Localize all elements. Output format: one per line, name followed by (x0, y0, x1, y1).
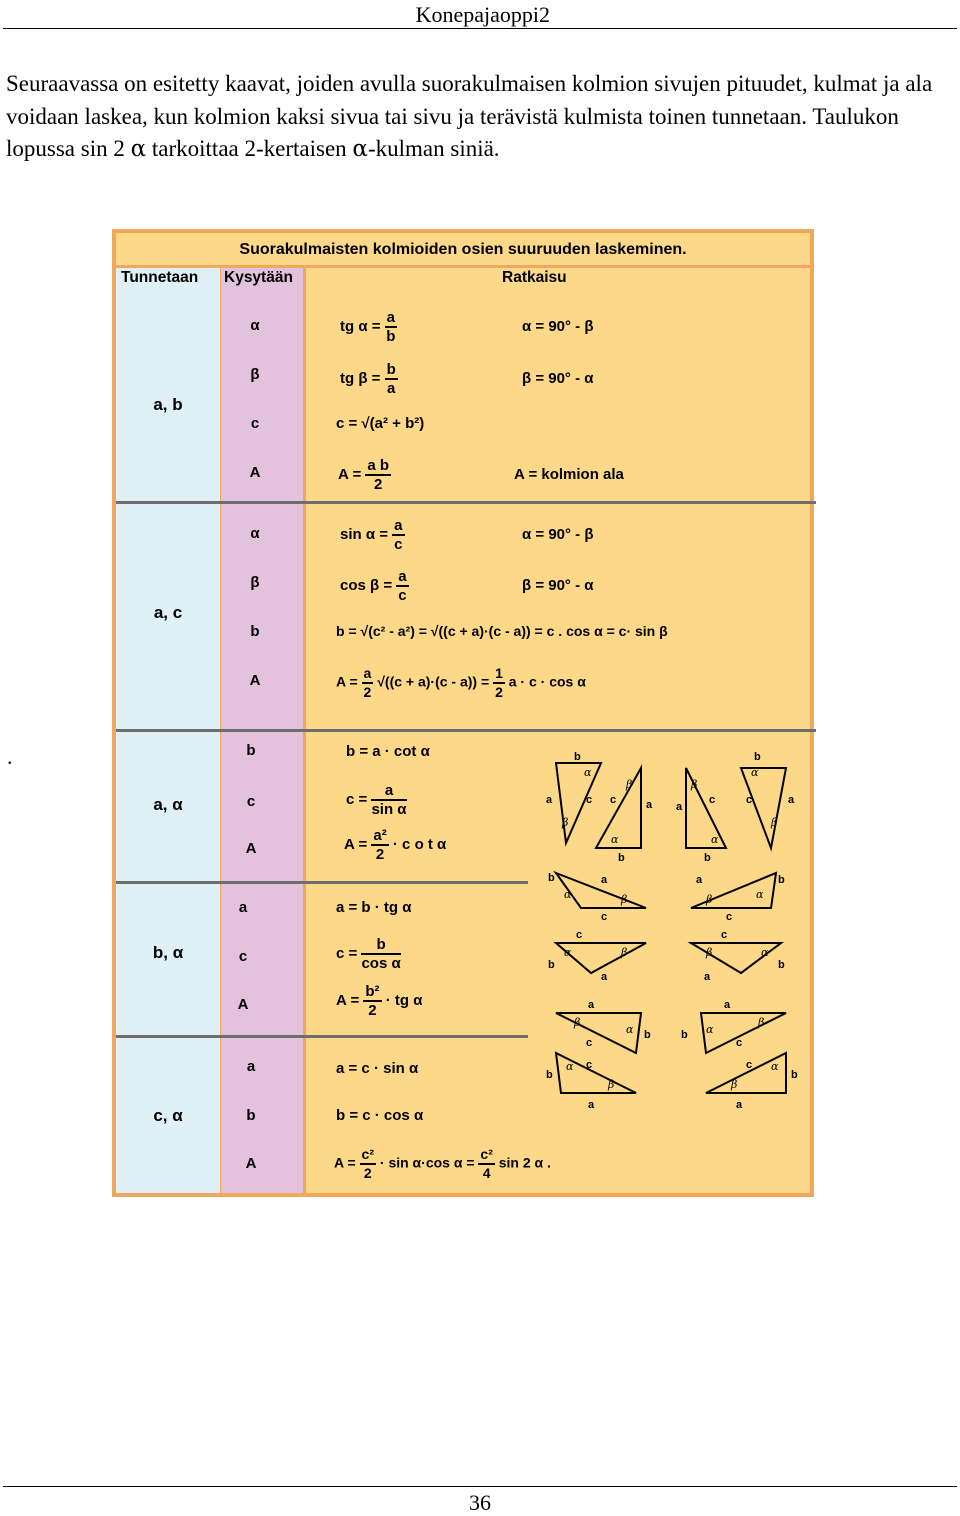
triangle-angle-label: α (626, 1023, 634, 1036)
formula-ac-area: A = $\frac{a}{2}$ √((c + a)·(c - a)) = $\frac{1}{2}$ a · c · cos α (336, 665, 586, 700)
known-b-alpha: b, α (152, 943, 184, 962)
intro-text-2: tarkoittaa 2-kertaisen (146, 136, 353, 161)
formula-ca-b: b = c · cos α (336, 1107, 424, 1124)
triangle-label: a (676, 801, 683, 813)
triangle-label: b (754, 751, 761, 763)
triangle-shape (741, 768, 786, 848)
triangle-angle-label: β (758, 1016, 765, 1029)
triangle-angle-label: α (566, 1060, 574, 1073)
triangle-label: b (644, 1029, 651, 1041)
triangle-angle-label: α (711, 833, 719, 846)
known-a-alpha: a, α (153, 795, 183, 814)
triangle-label: b (704, 852, 711, 864)
intro-alpha-2: α (352, 136, 368, 162)
asked-item: c (238, 948, 248, 965)
triangle-label: a (788, 794, 795, 806)
triangle-shape (701, 1013, 786, 1053)
triangle-label: a (696, 874, 703, 886)
triangle-label: c (736, 1037, 743, 1049)
triangle-angle-label: α (771, 1060, 779, 1073)
asked-item: A (249, 464, 261, 481)
intro-text-3: -kulman siniä. (367, 136, 500, 161)
formula-ab-alpha-angle: α = 90° - β (522, 318, 594, 335)
triangle-angle-label: β (562, 816, 569, 829)
triangle-label: c (726, 911, 733, 923)
triangle-angle-label: α (706, 1023, 714, 1036)
triangle-label: c (746, 1059, 753, 1071)
table-title: Suorakulmaisten kolmioiden osien suuruuden laskeminen. (116, 233, 810, 268)
asked-item: α (250, 525, 260, 542)
triangle-label: c (576, 929, 583, 941)
header-known: Tunnetaan (121, 269, 199, 286)
formula-ba-c: c = $\frac{b}{\text{cos α}}$ (336, 936, 401, 972)
formula-ab-area: A = $\frac{\text{a b}}{2}$ (338, 457, 390, 493)
formula-ba-area: A = $\frac{\text{b²}}{2}$ · tg α (336, 983, 423, 1019)
triangle-angle-label: β (574, 1016, 581, 1029)
triangle-angle-label: α (564, 946, 572, 959)
triangle-label: b (574, 751, 581, 763)
footer-rule (3, 1486, 957, 1487)
triangle-label: c (586, 1037, 593, 1049)
triangle-shape (556, 1053, 636, 1093)
triangle-label: c (709, 794, 716, 806)
triangle-angle-label: α (756, 888, 764, 901)
formula-aa-area: A = $\frac{\text{a²}}{2}$ · c o t α (344, 827, 447, 863)
triangle-angle-label: α (564, 888, 572, 901)
triangle-label: c (746, 794, 753, 806)
asked-item: b (246, 742, 256, 759)
triangle-shape (556, 763, 601, 843)
header-title: Konepajaoppi2 (415, 2, 550, 27)
triangle-angle-label: α (584, 766, 592, 779)
triangle-angle-label: α (751, 766, 759, 779)
formula-ca-area: A = $\frac{\text{c²}}{2}$ · sin α·cos α = $\frac{\text{c²}}{4}$ sin 2 α . (334, 1146, 551, 1181)
header-rule (3, 28, 957, 29)
asked-item: a (246, 1058, 256, 1075)
row-divider (116, 729, 816, 732)
asked-item: c (250, 415, 260, 432)
triangle-label: b (681, 1029, 688, 1041)
formula-ac-beta: cos β = $\frac{a}{c}$ (340, 568, 407, 604)
known-c-alpha: c, α (153, 1106, 183, 1125)
page-number: 36 (469, 1490, 491, 1515)
triangle-label: a (646, 799, 653, 811)
triangle-label: b (546, 1069, 553, 1081)
triangle-shape (596, 768, 641, 848)
triangle-label: b (778, 874, 785, 886)
intro-text-1: Seuraavassa on esitetty kaavat, joiden avulla suorakulmaisen kolmion sivujen pituudet, kulmat ja ala voidaan laskea, kun kolmion kaksi sivua tai sivu ja terävistä kulmista toinen tunnetaan. Taulukon lopussa sin 2 (6, 71, 933, 161)
triangle-label: b (548, 872, 555, 884)
asked-item: β (250, 366, 260, 383)
header-asked: Kysytään (224, 269, 293, 286)
intro-paragraph (6, 68, 950, 166)
triangle-label: a (704, 971, 711, 983)
asked-item: A (237, 996, 249, 1013)
formula-ab-beta-angle: β = 90° - α (522, 370, 594, 387)
intro-alpha-1: α (130, 136, 147, 162)
formula-ca-a: a = c · sin α (336, 1060, 419, 1077)
formula-ba-a: a = b · tg α (336, 899, 412, 916)
asked-item: A (245, 1155, 257, 1172)
formula-ab-c: c = √(a² + b²) (336, 415, 425, 432)
triangle-label: b (548, 959, 555, 971)
triangle-angle-label: β (626, 778, 633, 791)
triangle-angle-label: α (611, 833, 619, 846)
formula-ac-beta-angle: β = 90° - α (522, 577, 594, 594)
formula-ac-alpha: sin α = $\frac{a}{c}$ (340, 517, 403, 553)
triangle-angle-label: β (691, 778, 698, 791)
triangle-label: b (791, 1069, 798, 1081)
triangle-label: a (588, 1099, 595, 1111)
formula-ab-area-note: A = kolmion ala (514, 466, 624, 483)
asked-item: β (250, 574, 260, 591)
triangle-label: c (601, 911, 608, 923)
triangle-angle-label: β (731, 1078, 738, 1091)
asked-item: c (246, 793, 256, 810)
asked-item: α (250, 317, 260, 334)
triangle-angle-label: α (761, 946, 769, 959)
formula-ab-alpha: tg α = $\frac{a}{b}$ (340, 309, 396, 345)
triangle-angle-label: β (706, 946, 713, 959)
triangle-diagrams (546, 748, 811, 1128)
triangle-label: a (546, 794, 553, 806)
formula-ac-b: b = √(c² - a²) = √((c + a)·(c - a)) = c . cos α = c· sin β (336, 623, 668, 639)
asked-item: A (249, 672, 261, 689)
triangle-label: a (601, 874, 608, 886)
triangle-angle-label: β (706, 893, 713, 906)
triangle-label: b (618, 852, 625, 864)
asked-item: b (246, 1107, 256, 1124)
formula-ab-beta: tg β = $\frac{b}{a}$ (340, 361, 396, 397)
row-divider (116, 501, 816, 504)
triangle-label: c (721, 929, 728, 941)
triangle-label: a (601, 971, 608, 983)
triangle-angle-label: β (608, 1078, 615, 1091)
row-divider (116, 1035, 528, 1038)
known-ab: a, b (153, 395, 183, 414)
triangle-angle-label: β (621, 946, 628, 959)
triangle-angle-label: β (621, 893, 628, 906)
triangle-angle-label: β (771, 816, 778, 829)
triangle-label: a (736, 1099, 743, 1111)
row-divider (116, 881, 528, 884)
triangle-label: c (586, 1059, 593, 1071)
stray-dot: . (7, 744, 13, 769)
triangle-label: c (586, 794, 593, 806)
formula-aa-c: c = $\frac{a}{\text{sin α}}$ (346, 782, 407, 818)
triangle-label: a (724, 999, 731, 1011)
asked-item: A (245, 840, 257, 857)
asked-item: a (238, 899, 248, 916)
known-ac: a, c (153, 603, 183, 622)
header-solution: Ratkaisu (502, 269, 567, 286)
formula-ac-alpha-angle: α = 90° - β (522, 526, 594, 543)
formula-aa-b: b = a · cot α (346, 743, 430, 760)
formula-table (112, 229, 814, 1197)
triangle-label: a (588, 999, 595, 1011)
triangle-label: b (778, 959, 785, 971)
asked-item: b (250, 623, 260, 640)
triangle-label: c (610, 794, 617, 806)
